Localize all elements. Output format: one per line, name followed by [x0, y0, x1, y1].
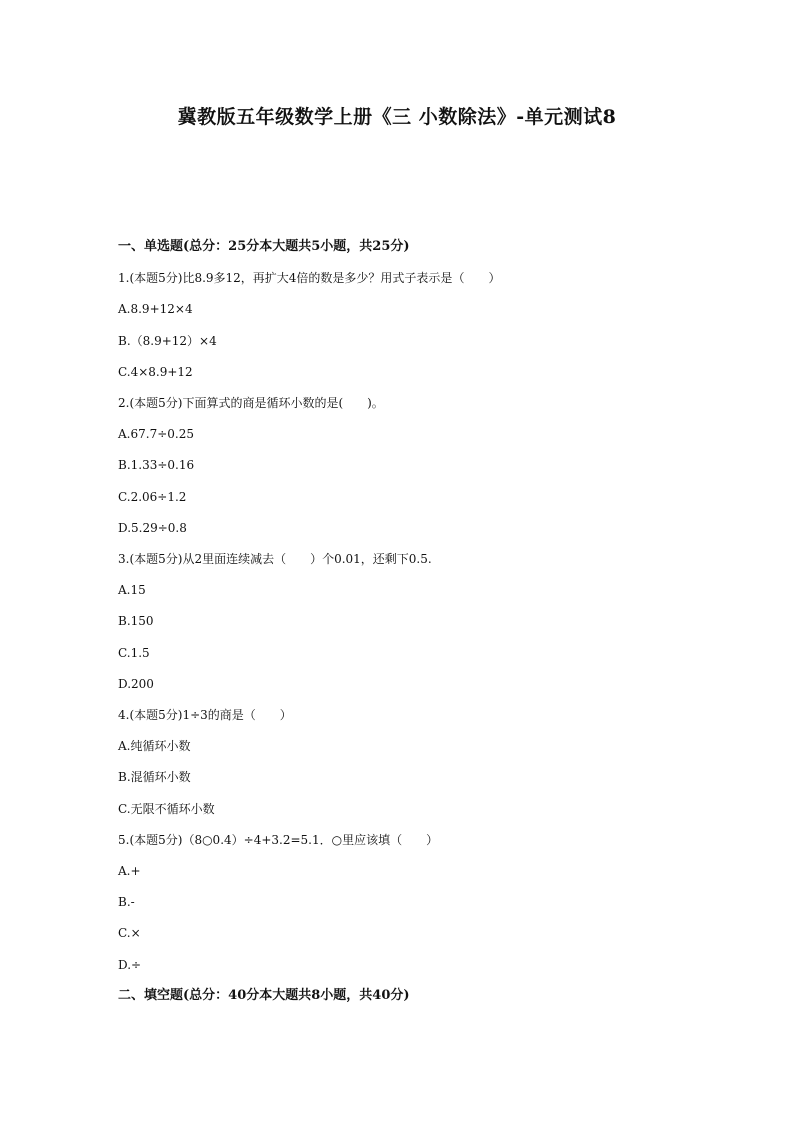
- question-4-stem: 4.(本题5分)1÷3的商是（ ）: [118, 708, 292, 722]
- question-2-option-d: D.5.29÷0.8: [118, 521, 187, 535]
- question-4-option-c: C.无限不循环小数: [118, 802, 215, 816]
- question-3-option-b: B.150: [118, 614, 154, 628]
- question-5-option-b: B.-: [118, 895, 135, 909]
- question-1-option-a: A.8.9+12×4: [118, 302, 193, 316]
- question-5-option-c: C.×: [118, 926, 141, 940]
- question-5-stem: 5.(本题5分)（8○0.4）÷4+3.2=5.1．○里应该填（ ）: [118, 833, 439, 847]
- question-4-option-a: A.纯循环小数: [118, 739, 191, 753]
- question-2-option-b: B.1.33÷0.16: [118, 458, 195, 472]
- question-5-option-a: A.+: [118, 864, 141, 878]
- question-2-option-c: C.2.06÷1.2: [118, 490, 187, 504]
- question-4-option-b: B.混循环小数: [118, 770, 191, 784]
- question-3-option-a: A.15: [118, 583, 146, 597]
- section-heading-fill-in: 二、填空题(总分：40分本大题共8小题，共40分): [118, 988, 410, 1003]
- question-5-option-d: D.÷: [118, 958, 142, 972]
- question-3-option-d: D.200: [118, 677, 154, 691]
- question-3-stem: 3.(本题5分)从2里面连续减去（ ）个0.01，还剩下0.5.: [118, 552, 432, 566]
- question-2-stem: 2.(本题5分)下面算式的商是循环小数的是( )。: [118, 396, 384, 410]
- question-1-stem: 1.(本题5分)比8.9多12，再扩大4倍的数是多少？用式子表示是（ ）: [118, 271, 501, 285]
- section-heading-single-choice: 一、单选题(总分：25分本大题共5小题，共25分): [118, 239, 410, 254]
- question-3-option-c: C.1.5: [118, 646, 150, 660]
- page-title: 冀教版五年级数学上册《三 小数除法》-单元测试8: [177, 106, 617, 128]
- question-1-option-b: B.（8.9+12）×4: [118, 334, 217, 348]
- question-2-option-a: A.67.7÷0.25: [118, 427, 194, 441]
- question-1-option-c: C.4×8.9+12: [118, 365, 193, 379]
